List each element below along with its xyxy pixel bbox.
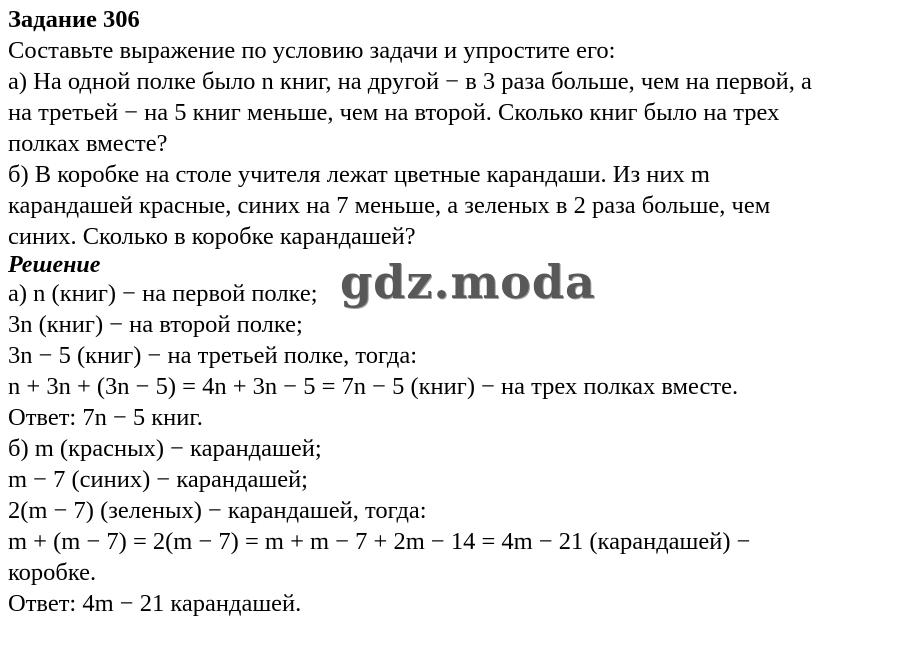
exercise-page — [8, 5, 896, 619]
exercise-title: Задание 306 — [8, 6, 140, 33]
condition-b-line-1: б) В коробке на столе учителя лежат цветные карандаши. Из них m — [8, 161, 710, 188]
solution-b-answer: Ответ: 4m − 21 карандашей. — [8, 590, 302, 617]
solution-b-line-4: m + (m − 7) = 2(m − 7) = m + m − 7 + 2m − 14 = 4m − 21 (карандашей) − — [8, 528, 751, 555]
solution-a-line-4: n + 3n + (3n − 5) = 4n + 3n − 5 = 7n − 5 (книг) − на трех полках вместе. — [8, 373, 739, 400]
condition-block — [8, 35, 896, 252]
condition-b-line-3: синих. Сколько в коробке карандашей? — [8, 223, 416, 250]
solution-b-line-2: m − 7 (синих) − карандашей; — [8, 466, 308, 493]
solution-label: Решение — [8, 252, 101, 278]
solution-block — [8, 252, 896, 619]
solution-b-line-5: коробке. — [8, 559, 97, 586]
condition-a-line-1: а) На одной полке было n книг, на другой − в 3 раза больше, чем на первой, а — [8, 68, 812, 95]
condition-b-line-2: карандашей красные, синих на 7 меньше, а зеленых в 2 раза больше, чем — [8, 192, 771, 219]
condition-a-line-3: полках вместе? — [8, 130, 168, 157]
condition-intro: Составьте выражение по условию задачи и упростите его: — [8, 37, 616, 64]
solution-a-line-1: а) n (книг) − на первой полке; — [8, 280, 318, 307]
solution-a-line-2: 3n (книг) − на второй полке; — [8, 311, 303, 338]
condition-a-line-2: на третьей − на 5 книг меньше, чем на второй. Сколько книг было на трех — [8, 99, 780, 126]
watermark-logo: gdz.moda — [340, 255, 596, 309]
solution-b-line-1: б) m (красных) − карандашей; — [8, 435, 322, 462]
solution-a-line-3: 3n − 5 (книг) − на третьей полке, тогда: — [8, 342, 418, 369]
solution-a-answer: Ответ: 7n − 5 книг. — [8, 404, 203, 431]
solution-b-line-3: 2(m − 7) (зеленых) − карандашей, тогда: — [8, 497, 427, 524]
